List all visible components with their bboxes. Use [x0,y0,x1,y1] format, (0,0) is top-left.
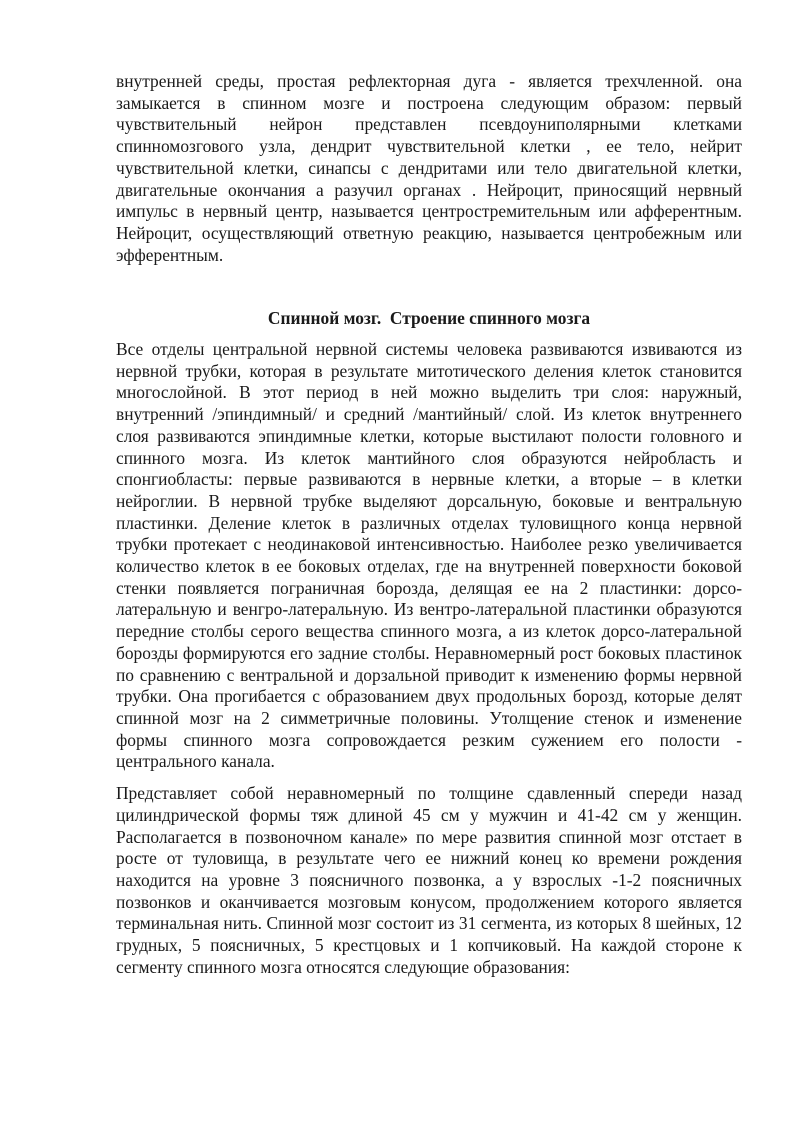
page-content [116,71,742,978]
intro-paragraph: внутренней среды, простая рефлекторная дуга - является трехчленной. она замыкается в спинном мозге и построена следующим образом: первый чувствительный нейрон представлен псевдоуниполярными клетками спинномозгового узла, дендрит чувствительной клетки , ее тело, нейрит чувствительной клетки, синапсы с дендритами или тело двигательной клетки, двигательные окончания а разучил органах . Нейроцит, приносящий нервный импульс в нервный центр, называется центростремительным или афферентным. Нейроцит, осуществляющий ответную реакцию, называется центробежным или эфферентным. [116,71,742,265]
section-heading: Спинной мозг. Строение спинного мозга [267,308,591,329]
paragraph-structure: Представляет собой неравномерный по толщине сдавленный спереди назад цилиндрической формы тяж длиной 45 см у мужчин и 41-42 см у женщин. Располагается в позвоночном канале» по мере развития спинной мозг отстает в росте от туловища, в результате чего ее нижний конец ко времени рождения находится на уровне 3 поясничного позвонка, а у взрослых -1-2 поясничных позвонков и оканчивается мозговым конусом, продолжением которого является терминальная нить. Спинной мозг состоит из 31 сегмента, из которых 8 шейных, 12 грудных, 5 поясничных, 5 крестцовых и 1 копчиковый. На каждой стороне к сегменту спинного мозга относятся следующие образования: [116,783,742,977]
paragraph-development: Все отделы центральной нервной системы человека развиваются извиваются из нервной трубки, которая в результате митотического деления клеток становится многослойной. В этот период в ней можно выделить три слоя: наружный, внутренний /эпиндимный/ и средний /мантийный/ слой. Из клеток внутреннего слоя развиваются эпиндимные клетки, которые выстилают полости головного и спинного мозга. Из клеток мантийного слоя образуются нейробласть и спонгиобласты: первые развиваются в нервные клетки, а вторые – в клетки нейроглии. В нервной трубке выделяют дорсальную, боковые и вентральную пластинки. Деление клеток в различных отделах туловищного конца нервной трубки протекает с неодинаковой интенсивностью. Наиболее резко увеличивается количество клеток в ее боковых отделах, где на внутренней поверхности боковой стенки появляется пограничная борозда, делящая ее на 2 пластинки: дорсо-латеральную и венгро-латеральную. Из вентро-латеральной пластинки образуются передние столбы серого вещества спинного мозга, а из клеток дорсо-латеральной борозды формируются его задние столбы. Неравномерный рост боковых пластинок по сравнению с вентральной и дорзальной приводит к изменению формы нервной трубки. Она прогибается с образованием двух продольных борозд, которые делят спинной мозг на 2 симметричные половины. Утолщение стенок и изменение формы спинного мозга сопровождается резким сужением его полости - центрального канала. [116,339,742,772]
